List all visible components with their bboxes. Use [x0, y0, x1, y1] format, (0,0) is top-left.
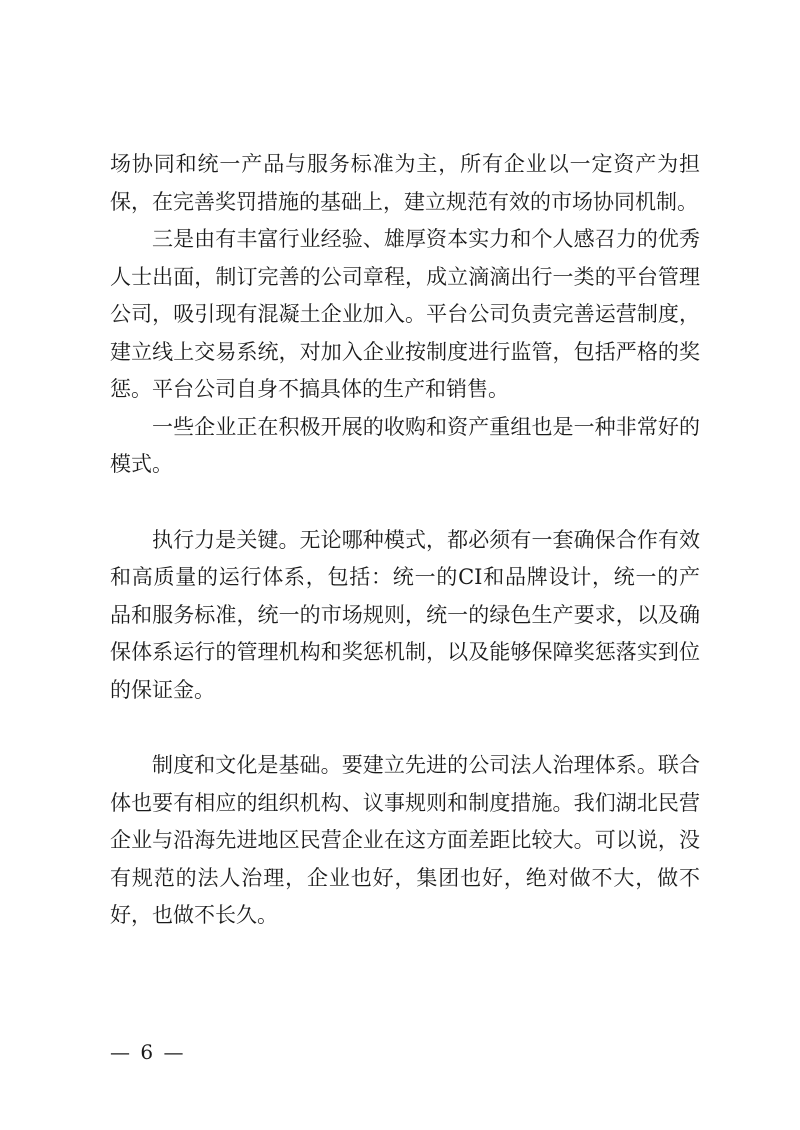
paragraph-spacer — [110, 484, 700, 522]
paragraph-acquisition-model: 一些企业正在积极开展的收购和资产重组也是一种非常好的模式。 — [110, 414, 700, 476]
document-body — [110, 146, 700, 935]
page-number: — 6 — — [110, 1040, 186, 1064]
paragraph-spacer — [110, 709, 700, 747]
paragraph-continuation: 场协同和统一产品与服务标准为主，所有企业以一定资产为担保，在完善奖罚措施的基础上，建立规范有效的市场协同机制。 — [110, 152, 700, 214]
paragraph-platform-model: 三是由有丰富行业经验、雄厚资本实力和个人感召力的优秀人士出面，制订完善的公司章程，成立滴滴出行一类的平台管理公司，吸引现有混凝土企业加入。平台公司负责完善运营制度，建立线上交易系统，对加入企业按制度进行监管，包括严格的奖惩。平台公司自身不搞具体的生产和销售。 — [110, 227, 700, 401]
paragraph-execution: 执行力是关键。无论哪种模式，都必须有一套确保合作有效和高质量的运行体系，包括：统一的CI和品牌设计，统一的产品和服务标准，统一的市场规则，统一的绿色生产要求，以及确保体系运行的管理机构和奖惩机制，以及能够保障奖惩落实到位的保证金。 — [110, 527, 700, 702]
paragraph-governance: 制度和文化是基础。要建立先进的公司法人治理体系。联合体也要有相应的组织机构、议事规则和制度措施。我们湖北民营企业与沿海先进地区民营企业在这方面差距比较大。可以说，没有规范的法人治理，企业也好，集团也好，绝对做不大，做不好，也做不长久。 — [110, 753, 700, 927]
